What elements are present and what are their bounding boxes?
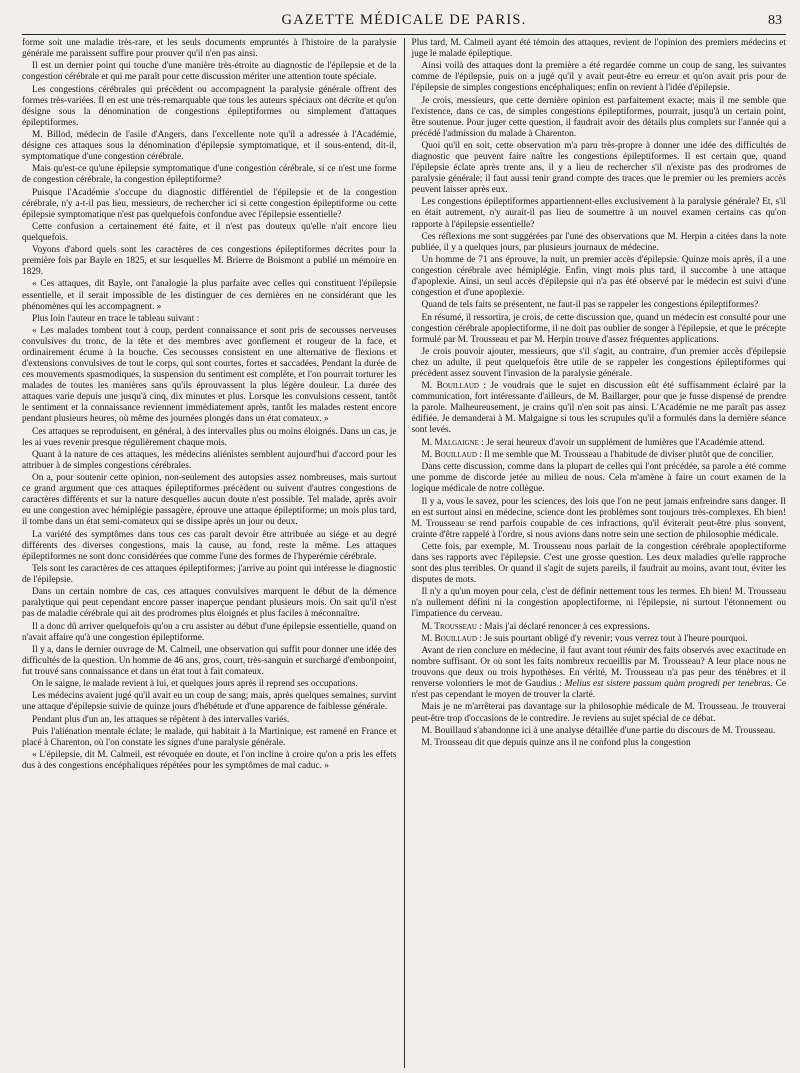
paragraph: Mais qu'est-ce qu'une épilepsie symptomatique d'une congestion cérébrale, si ce n'est une forme de congestion cérébrale, la congestion épileptiforme? xyxy=(22,164,397,186)
paragraph: Plus tard, M. Calmeil ayant été témoin des attaques, revient de l'opinion des premiers médecins et juge le malade épileptique. xyxy=(411,38,786,60)
paragraph: Tels sont les caractères de ces attaques épileptiformes; j'arrive au point qui intéresse le diagnostic de l'épilepsie. xyxy=(22,563,397,586)
speaker-name: M. Bouillaud xyxy=(421,633,477,644)
paragraph: Pendant plus d'un an, les attaques se répètent à des intervalles variés. xyxy=(32,714,290,725)
paragraph: Puis l'aliénation mentale éclate; le malade, qui habitait à la Martinique, est ramené en France et placé à Charenton, où l'on constate les signes d'une paralysie générale. xyxy=(22,726,397,748)
speaker-name: M. Bouillaud xyxy=(421,449,477,460)
paragraph: On a, pour soutenir cette opinion, non-seulement des autopsies assez nombreuses, mais surtout ce grand argument que ces attaques épileptiformes précèdent ou suivent d'autres congestions de caractères différents et sur la nature desquelles aucun doute n'est possible. Tel malade, après avoir eu une congestion avec hémiplégie passagère, éprouve une attaque épileptiforme; un mois plus tard, il tombe dans un état semi-comateux qui se dissipe après un jour ou deux. xyxy=(22,473,397,528)
paragraph xyxy=(412,646,787,701)
paragraph: M. Trousseau dit que depuis quinze ans il ne confond plus la congestion xyxy=(421,737,691,748)
right-column xyxy=(404,38,787,1068)
text-span: Avant de rien conclure en médecine, il faut avant tout réunir des faits observés avec exactitude en nombre suffisant. Or où sont les faits nombreux recueillis par M. Trousseau? A leur place nous ne trouvons que deux ou trois hypothèses. En vérité, M. Trousseau n'a pas peur des ténèbres et il renverse volontiers le mot de Gaudius : xyxy=(411,646,786,690)
speech-text: : Je suis pourtant obligé d'y revenir; vous verrez tout à l'heure pourquoi. xyxy=(476,633,748,644)
paragraph: forme soit une maladie très-rare, et les seuls documents empruntés à l'histoire de la paralysie générale me paraissent suffire pour prouver qu'il n'en pas ainsi. xyxy=(22,38,397,60)
paragraph: Je crois, messieurs, que cette dernière opinion est parfaitement exacte; mais il me semble que l'existence, dans ce cas, de simples congestions épileptiformes, pourrait, jusqu'à un certain point, être soutenue. Pour juger cette question, il faudrait avoir des détails plus complets sur l'année qui a précédé l'admission du malade à Charenton. xyxy=(411,95,786,139)
paragraph: Quand de tels faits se présentent, ne faut-il pas se rappeler les congestions épileptiformes? xyxy=(421,300,759,311)
paragraph: Cette confusion a certainement été faite, et il n'est pas douteux qu'elle n'ait encore lieu quelquefois. xyxy=(22,221,397,243)
paragraph: Mais je ne m'arrêterai pas davantage sur la philosophie médicale de M. Trousseau. Je trouverai peut-être trop d'occasions de le contredire. Je reviens au sujet spécial de ce débat. xyxy=(411,702,786,724)
speech-text: : Il me semble que M. Trousseau a l'habitude de diviser plutôt que de concilier. xyxy=(476,449,774,460)
paragraph: On le saigne, le malade revient à lui, et quelques jours après il reprend ses occupations. xyxy=(32,679,358,690)
speaker-name: M. Bouillaud xyxy=(421,381,479,392)
paragraph: Quant à la nature de ces attaques, les médecins aliénistes semblent aujourd'hui d'accord pour les attribuer à de simples congestions cérébrales. xyxy=(22,449,397,471)
dialogue-line xyxy=(412,381,787,436)
paragraph: Il n'y a qu'un moyen pour cela, c'est de définir nettement tous les termes. Eh bien! M. Trousseau n'a nullement défini ni la congestion apoplectiforme, ni l'épilepsie, ni surtout l'étonnement ou l'impatience du cerveau. xyxy=(411,587,786,620)
paragraph: Dans cette discussion, comme dans la plupart de celles qui l'ont précédée, sa parole a été comme une pomme de discorde jetée au milieu de nous. Cela m'amène à faire un court examen de la logique médicale de notre collègue. xyxy=(411,462,786,495)
paragraph: Quoi qu'il en soit, cette observation m'a paru très-propre à donner une idée des difficultés de diagnostic que peuvent faire naître les congestions épileptiformes. Il est certain que, quand l'épilepsie éclate après trente ans, il y a lieu de rechercher s'il n'existe pas des prodromes de paralysie générale; il faut aussi tenir grand compte des traces que le premier ou les premiers accès peuvent laisser après eux. xyxy=(411,140,786,196)
speech-text: : Mais j'ai déclaré renoncer à ces expressions. xyxy=(476,621,650,632)
paragraph: Cette fois, par exemple, M. Trousseau nous parlait de la congestion cérébrale apoplectiforme dans ses rapports avec l'épilepsie. C'est une grosse question. Les deux maladies qu'elle rapproche sont des plus terribles. Or quand il s'agit de sujets pareils, il faudrait au moins, avant tout, éviter les disputes de mots. xyxy=(411,541,786,586)
quotation: « Ces attaques, dit Bayle, ont l'analogie la plus parfaite avec celles qui constituent l'épilepsie essentielle, et il serait impossible de les distinguer de ces dernières en ne considérant que les phénomènes qui les accompagnent. » xyxy=(22,279,397,312)
dialogue-line xyxy=(412,438,787,449)
text-span: Ce n'est pas cependant le moyen de trouver la clarté. xyxy=(411,679,786,701)
paragraph: Les congestions cérébrales qui précèdent ou accompagnent la paralysie générale offrent des formes très-variées. Il en est une très-remarquable que tous les auteurs spéciaux ont décrite et qu'on désigne sous la dénomination de congestions épileptiformes ou simplement d'attaques épileptiformes. xyxy=(22,84,397,128)
speaker-name: M. Trousseau xyxy=(421,621,477,632)
quotation: « Les malades tombent tout à coup, perdent connaissance et sont pris de secousses nerveuses convulsives du tronc, de la tête et des membres avec gonflement et rougeur de la face, et ordinairement écume à la bouche. Ces secousses consistent en une alternative de flexions et d'extensions convulsives de tout le corps, qui sont courtes, fortes et saccadées. Pendant la durée de ces mouvements spasmodiques, la suspension du sentiment est complète, et l'on pourrait torturer les malades de toutes les manières sans qu'ils éprouvassent la plus légère douleur. La durée des attaques varie depuis une jusqu'à cinq, dix minutes et plus. Lorsque les convulsions cessent, tantôt le sentiment et la connaissance reviennent immédiatement après, tantôt les malades restent encore pendant plusieurs heures, où même des journées plongés dans un état comateux. » xyxy=(22,326,397,425)
paragraph: Il est un dernier point qui touche d'une manière très-étroite au diagnostic de l'épilepsie et de la congestion cérébrale et qui me paraît pour cette discussion mériter une attention toute spéciale. xyxy=(22,61,397,83)
paragraph: M. Billod, médecin de l'asile d'Angers, dans l'excellente note qu'il a adressée à l'Académie, désigne ces attaques sous la dénomination d'épilepsie symptomatique, et il sous-entend, dit-il, symptomatique d'une congestion cérébrale. xyxy=(22,129,397,163)
paragraph: En résumé, il ressortira, je crois, de cette discussion que, quand un médecin est consulté pour une congestion cérébrale apoplectiforme, il ne doit pas oublier de songer à l'épilepsie, et que le précepte formulé par M. Trousseau et par M. Herpin trouve d'assez fréquentes applications. xyxy=(411,312,786,345)
paragraph: Plus loin l'auteur en trace le tableau suivant : xyxy=(32,313,200,324)
journal-title: GAZETTE MÉDICALE DE PARIS. xyxy=(281,12,527,28)
paragraph: Ces attaques se reproduisent, en général, à des intervalles plus ou moins éloignés. Dans un cas, je les ai vues revenir presque régulièrement chaque mois. xyxy=(22,426,397,448)
page-header xyxy=(22,6,786,35)
paragraph: Ces réflexions me sont suggérées par l'une des observations que M. Herpin a citées dans la note publiée, il y a quelques jours, par plusieurs journaux de médecine. xyxy=(411,231,786,253)
paragraph: Les médecins avaient jugé qu'il avait eu un coup de sang; mais, après quelques semaines, survint une attaque d'épilepsie suivie de quinze jours d'hébétude et d'une apparence de faiblesse générale. xyxy=(22,691,397,713)
paragraph: Il y a, dans le dernier ouvrage de M. Calmeil, une observation qui suffit pour donner une idée des difficultés de la question. Un homme de 46 ans, gros, court, très-sanguin et surchargé d'embonpoint, fut trouvé sans connaissance et dans un état tout à fait comateux. xyxy=(22,644,397,677)
speech-text: : Je serai heureux d'avoir un supplément de lumières que l'Académie attend. xyxy=(478,437,765,448)
text-columns xyxy=(22,38,786,1068)
paragraph: Il a donc dû arriver quelquefois qu'on a cru assister au début d'une épilepsie essentielle, quand on n'avait affaire qu'à une congestion épileptiforme. xyxy=(22,621,397,643)
latin-quotation: Melius est sistere passum quàm progredi per tenebras. xyxy=(564,679,773,690)
speaker-name: M. Malgaigne xyxy=(421,437,479,448)
dialogue-line xyxy=(412,450,787,461)
left-column xyxy=(22,38,404,1068)
paragraph: M. Bouillaud s'abandonne ici à une analyse détaillée d'une partie du discours de M. Trousseau. xyxy=(421,725,776,736)
paragraph: Je crois pouvoir ajouter, messieurs, que s'il s'agit, au contraire, d'un premier accès d'épilepsie chez un adulte, il peut quelquefois être utile de se rappeler les congestions épileptiformes qui précèdent assez souvent l'invasion de la paralysie générale. xyxy=(411,346,786,380)
dialogue-line xyxy=(412,622,787,633)
paragraph: La variété des symptômes dans tous ces cas paraît devoir être attribuée au siége et au degré différents des diverses congestions, mais la cause, au fond, reste la même. Les attaques épileptiformes ne sont donc considérées que comme l'une des formes de l'hyperémie cérébrale. xyxy=(22,529,397,562)
paragraph: Puisque l'Académie s'occupe du diagnostic différentiel de l'épilepsie et de la congestion cérébrale, n'y a-t-il pas lieu, messieurs, de rechercher ici si cette congestion épileptiforme ou cette épilepsie symptomatique n'est pas quelquefois confondue avec l'épilepsie essentielle? xyxy=(22,187,397,220)
page-number: 83 xyxy=(768,13,782,28)
speech-text: : Je voudrais que le sujet en discussion eût été suffisamment éclairé par la communication, fort intéressante d'ailleurs, de M. Baillarger, pour que je fusse dispensé de prendre la parole. Malheureusement, je crains qu'il n'en soit pas ainsi. L'Académie ne me paraît pas assez édifiée. Je demanderai à M. Malgaigne si tous les scrupules qu'il a formulés dans la dernière séance sont levés. xyxy=(411,381,786,436)
paragraph: Ainsi voilà des attaques dont la première a été regardée comme un coup de sang, les suivantes comme de l'épilepsie, puis on a jugé qu'il y avait peut-être eu erreur et qu'on avait pris pour de l'épilepsie de simples congestions encéphaliques; enfin on revient à l'idée d'épilepsie. xyxy=(411,61,786,94)
dialogue-line xyxy=(412,634,787,645)
paragraph: Il y a, vous le savez, pour les sciences, des lois que l'on ne peut jamais enfreindre sans danger. Il en est surtout ainsi en médecine, science dont les problèmes sont toujours très-complexes. Eh bien! M. Trousseau se rend parfois coupable de ces infractions, qu'il éviterait peut-être plus souvent, crainte d'être rappelé à l'ordre, si nous avions dans notre sein une section de philosophie médicale. xyxy=(411,496,786,540)
paragraph: Dans un certain nombre de cas, ces attaques convulsives marquent le début de la démence paralytique qui peut cependant encore passer inaperçue pendant plusieurs mois. On sait qu'il n'est pas de maladie cérébrale qui ait des prodromes plus éloignés et plus faciles à méconnaître. xyxy=(22,587,397,620)
quotation: « L'épilepsie, dit M. Calmeil, est révoquée en doute, et l'on incline à croire qu'on a pris les effets dus à des congestions encéphaliques répétées pour les symptômes de mal caduc. » xyxy=(22,750,397,772)
paragraph: Voyons d'abord quels sont les caractères de ces congestions épileptiformes décrites pour la première fois par Bayle en 1825, et sur lesquelles M. Brierre de Boismont a publié un mémoire en 1829. xyxy=(22,245,397,278)
paragraph: Les congestions épileptiformes appartiennent-elles exclusivement à la paralysie générale? Et, s'il en était autrement, n'y aurait-il pas lieu de soumettre à un nouvel examen certains cas qu'on rapporte à l'épilepsie essentielle? xyxy=(411,197,786,230)
paragraph: Un homme de 71 ans éprouve, la nuit, un premier accès d'épilepsie. Quinze mois après, il a une congestion cérébrale avec hémiplégie. Enfin, vingt mois plus tard, il succombe à une attaque d'apoplexie. Ainsi, un seul accès d'épilepsie qui n'a pas été observé par le médecin est suivi d'une congestion et d'une apoplexie. xyxy=(411,255,786,299)
